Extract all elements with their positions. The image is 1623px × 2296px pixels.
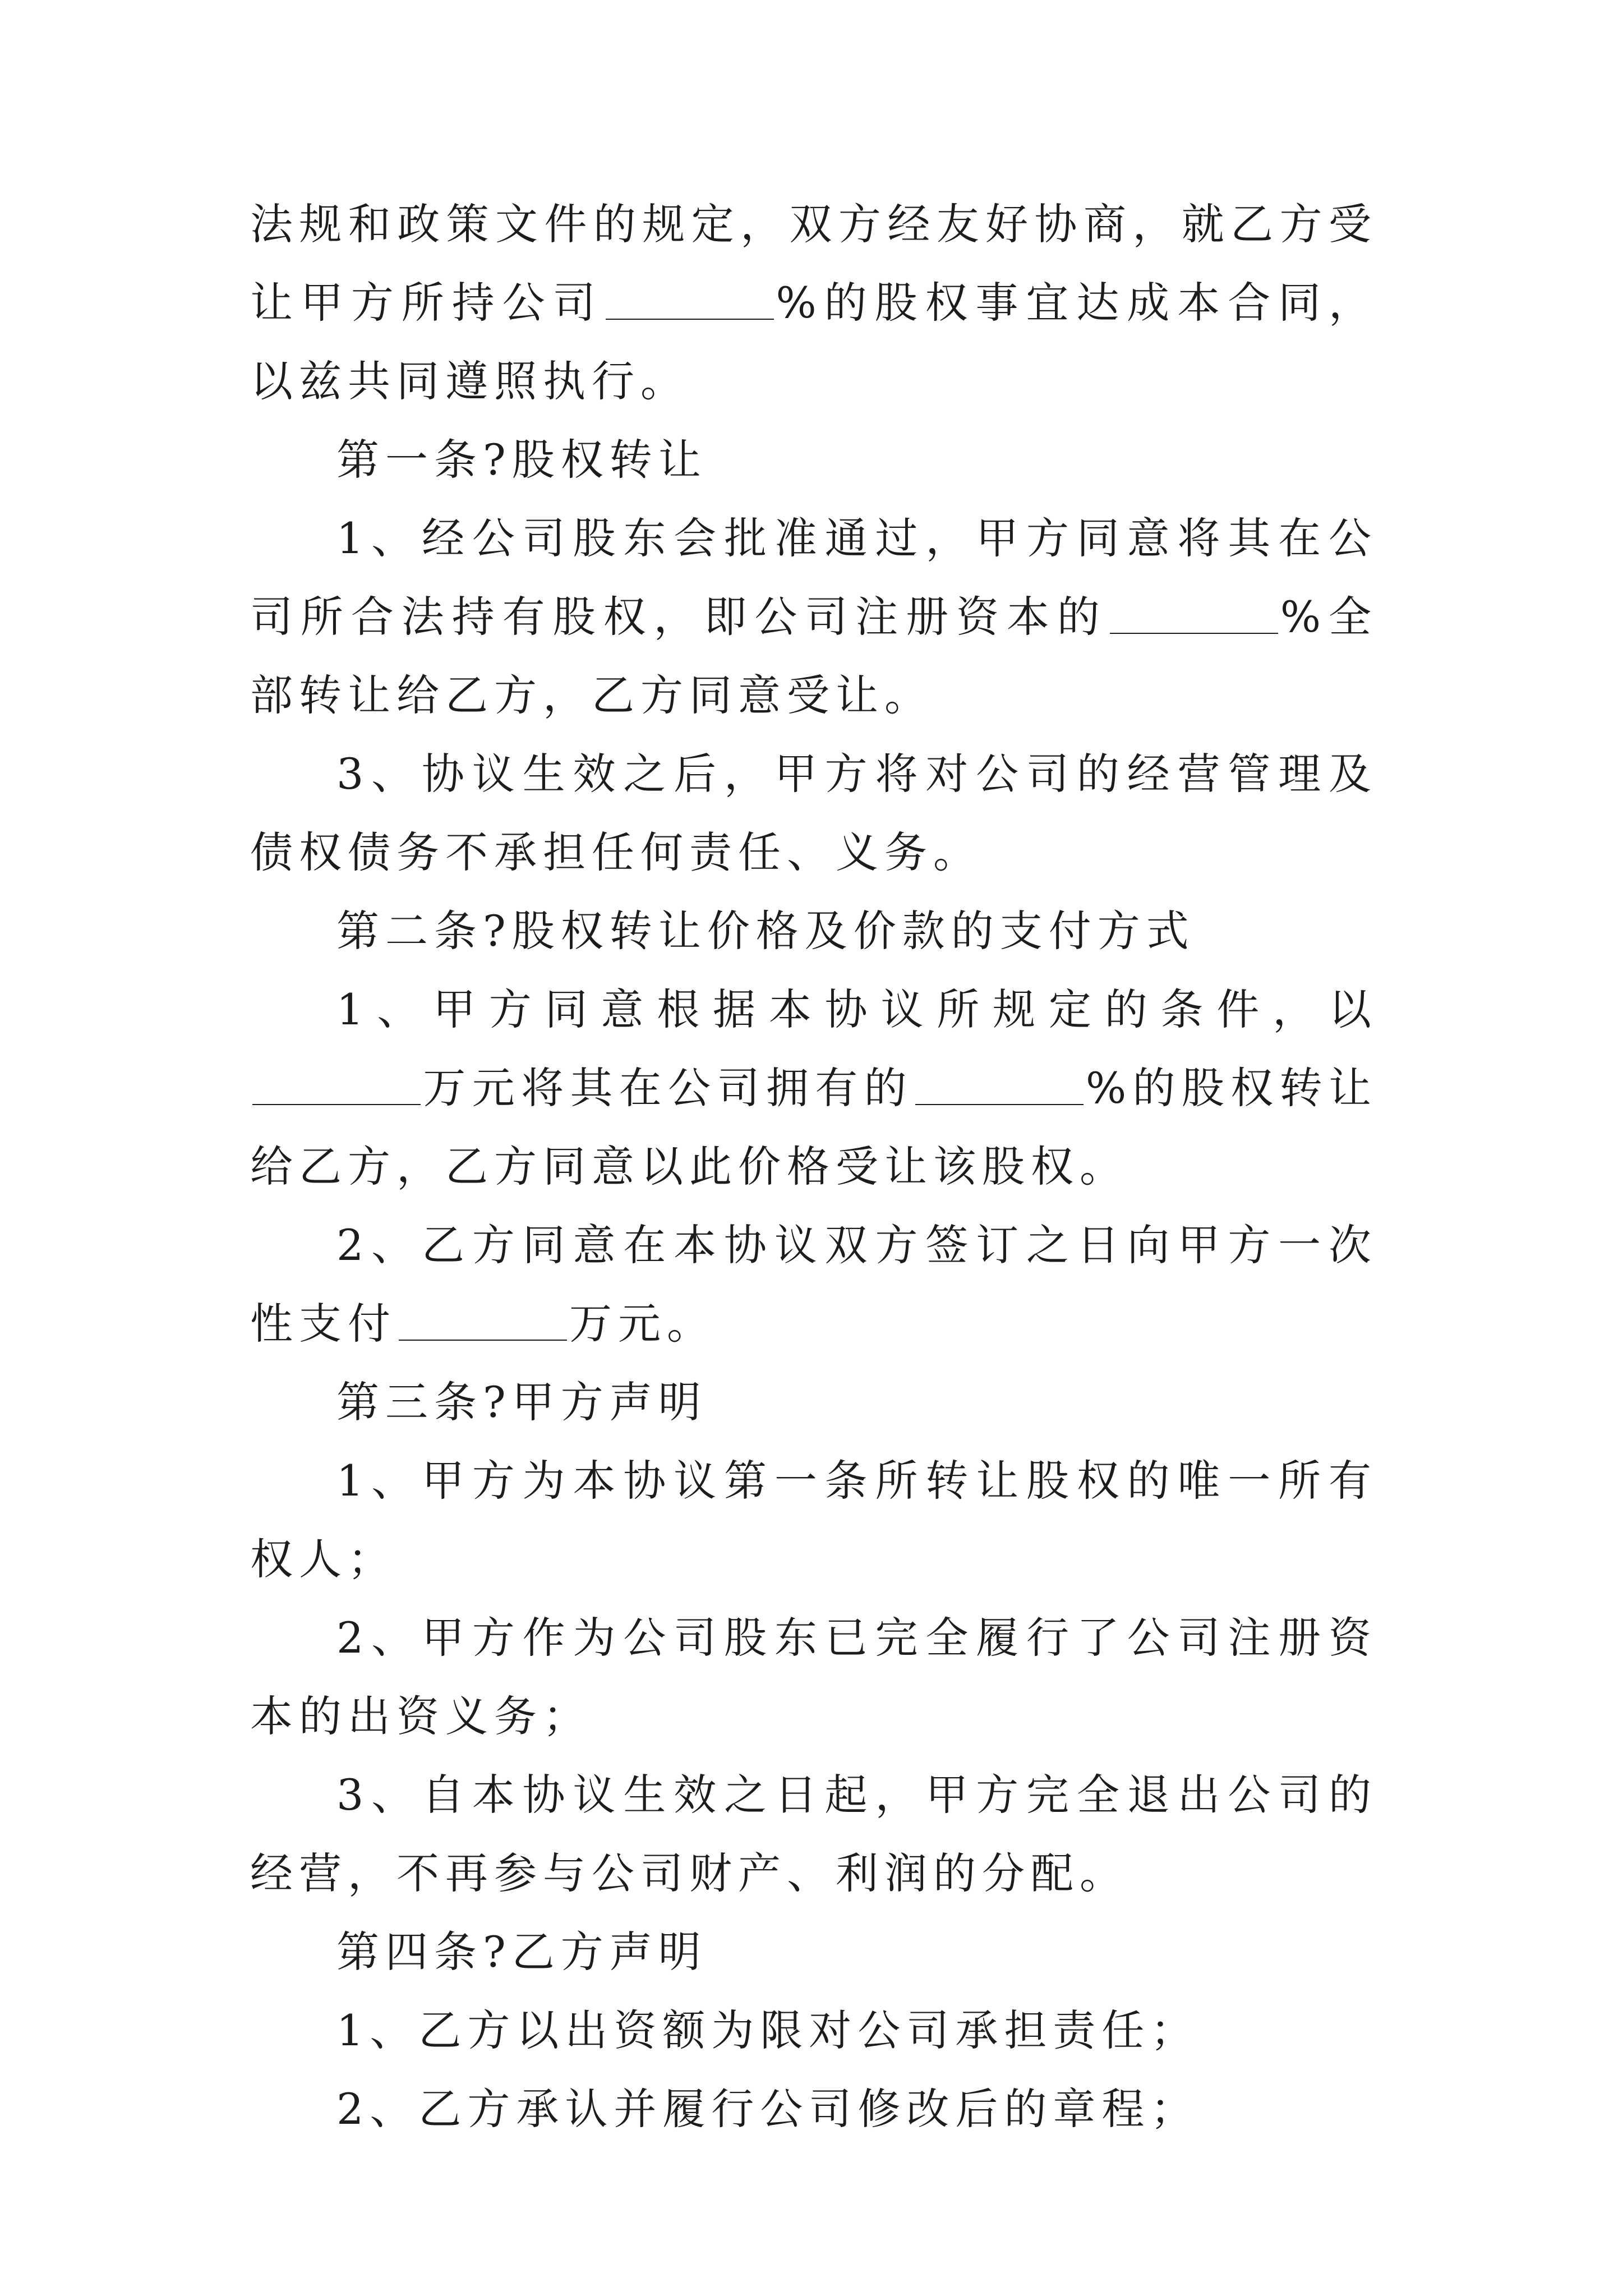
article4-title: 第四条?乙方声明 <box>336 1927 707 1977</box>
transfer-percent-blank <box>915 1103 1083 1105</box>
intro-text-2: %的股权事宜达成本合同，以兹共同遵照执行。 <box>250 278 1378 406</box>
article1-item1-text-2: %全部转让给乙方，乙方同意受让。 <box>250 592 1378 720</box>
article4-item2: 2、乙方承认并履行公司修改后的章程； <box>336 2084 1200 2134</box>
article2-item2-text-2: 万元。 <box>569 1299 716 1349</box>
price-amount-blank <box>252 1103 421 1105</box>
article1-title: 第一条?股权转让 <box>336 435 707 485</box>
article3-item1: 1、甲方为本协议第一条所转让股权的唯一所有权人； <box>250 1456 1377 1584</box>
article1-item1-text-1: 1、经公司股东会批准通过，甲方同意将其在公司所合法持有股权，即公司注册资本的 <box>250 513 1377 642</box>
article3-title: 第三条?甲方声明 <box>336 1377 707 1427</box>
article2-item2-text-1: 2、乙方同意在本协议双方签订之日向甲方一次性支付 <box>250 1220 1377 1349</box>
article2-item1-text-1: 1、甲方同意根据本协议所规定的条件，以 <box>336 984 1377 1034</box>
document-body <box>250 185 1377 2148</box>
intro-text-1: 法规和政策文件的规定，双方经友好协商，就乙方受让甲方所持公司 <box>250 199 1377 328</box>
article2-item1-text-3: %的股权转让给乙方，乙方同意以此价格受让该股权。 <box>250 1063 1378 1191</box>
article1-item1 <box>250 499 1377 735</box>
article2-item1 <box>250 970 1377 1206</box>
article1-item3: 3、协议生效之后，甲方将对公司的经营管理及债权债务不承担任何责任、义务。 <box>250 749 1377 877</box>
article4-item1: 1、乙方以出资额为限对公司承担责任； <box>336 2005 1200 2055</box>
article3-item2: 2、甲方作为公司股东已完全履行了公司注册资本的出资义务； <box>250 1613 1377 1741</box>
share-percent-blank <box>606 318 774 320</box>
payment-amount-blank <box>399 1339 567 1341</box>
intro-paragraph <box>250 185 1377 421</box>
article2-item1-text-2: 万元将其在公司拥有的 <box>423 1063 913 1113</box>
article3-item3: 3、自本协议生效之日起，甲方完全退出公司的经营，不再参与公司财产、利润的分配。 <box>250 1770 1377 1898</box>
article2-title: 第二条?股权转让价格及价款的支付方式 <box>336 906 1195 956</box>
registered-capital-percent-blank <box>1110 632 1278 634</box>
article2-item2 <box>250 1206 1377 1363</box>
